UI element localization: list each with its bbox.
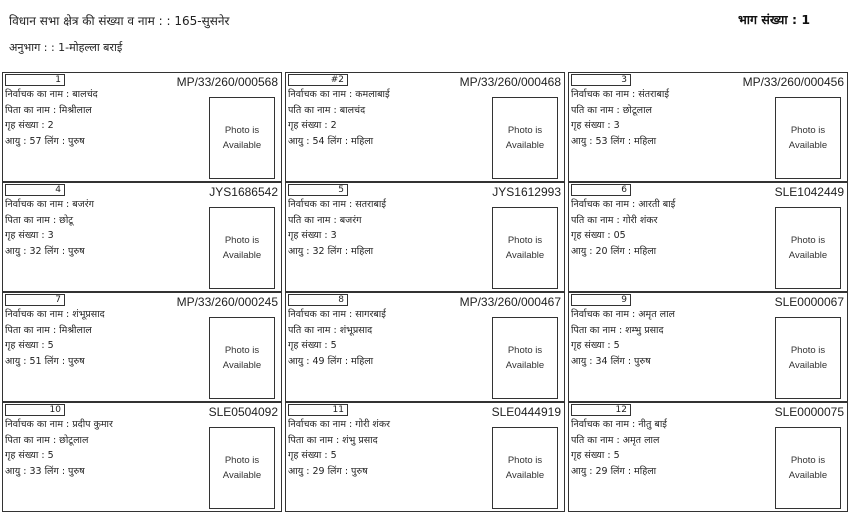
photo-text-line1: Photo is (224, 455, 260, 466)
voter-details (571, 87, 669, 149)
house-number: गृह संख्या : 5 (288, 340, 337, 351)
age-gender: आयु : 32 लिंग : पुरुष (5, 245, 85, 257)
elector-name: निर्वाचक का नाम : प्रदीप कुमार (5, 419, 113, 430)
age-gender: आयु : 53 लिंग : महिला (571, 135, 657, 147)
photo-text-line2: Available (505, 470, 545, 481)
photo-text-line1: Photo is (790, 235, 826, 246)
age-gender: आयु : 33 लिंग : पुरुष (5, 465, 85, 477)
serial-number: 11 (288, 404, 348, 416)
serial-number: 3 (571, 74, 631, 86)
section-title: अनुभाग : : 1-मोहल्ला बराई (9, 41, 123, 54)
photo-box (492, 207, 558, 289)
serial-number: 1 (5, 74, 65, 86)
elector-name: निर्वाचक का नाम : सतराबाई (288, 199, 386, 210)
voter-row (2, 292, 849, 402)
relation-name: पति का नाम : बालचंद (288, 104, 366, 116)
house-number: गृह संख्या : 5 (5, 450, 54, 461)
voter-grid (2, 72, 849, 512)
relation-name: पति का नाम : अमृत लाल (571, 434, 660, 446)
elector-name: निर्वाचक का नाम : बालचंद (5, 89, 98, 100)
serial-number: 4 (5, 184, 65, 196)
relation-name: पति का नाम : शंभूप्रसाद (288, 324, 373, 336)
part-number: भाग संख्या : 1 (738, 12, 811, 27)
photo-text-line2: Available (505, 140, 545, 151)
age-gender: आयु : 32 लिंग : महिला (288, 245, 374, 257)
voter-row (2, 72, 849, 182)
photo-text-line2: Available (222, 360, 262, 371)
age-gender: आयु : 49 लिंग : महिला (288, 355, 374, 367)
voter-card (2, 72, 282, 182)
photo-box (775, 317, 841, 399)
photo-text-line1: Photo is (790, 125, 826, 136)
house-number: गृह संख्या : 3 (5, 230, 54, 241)
serial-number: 6 (571, 184, 631, 196)
age-gender: आयु : 34 लिंग : पुरुष (571, 355, 651, 367)
voter-details (288, 307, 386, 369)
elector-name: निर्वाचक का नाम : बजरंग (5, 199, 94, 210)
elector-name: निर्वाचक का नाम : संतराबाई (571, 89, 669, 100)
house-number: गृह संख्या : 05 (571, 230, 626, 241)
voter-details (5, 87, 98, 149)
photo-text-line1: Photo is (507, 235, 543, 246)
voter-details (5, 417, 113, 479)
house-number: गृह संख्या : 2 (288, 120, 337, 131)
photo-text-line1: Photo is (224, 235, 260, 246)
house-number: गृह संख्या : 2 (5, 120, 54, 131)
age-gender: आयु : 54 लिंग : महिला (288, 135, 374, 147)
voter-card (2, 402, 282, 512)
serial-number: 5 (288, 184, 348, 196)
elector-name: निर्वाचक का नाम : अमृत लाल (571, 309, 675, 320)
voter-details (571, 307, 675, 369)
epic-number: JYS1686542 (209, 185, 278, 199)
constituency-title: विधान सभा क्षेत्र की संख्या व नाम : : 165-सुसनेर (9, 14, 230, 28)
house-number: गृह संख्या : 3 (571, 120, 620, 131)
relation-name: पिता का नाम : शंभु प्रसाद (288, 434, 378, 446)
voter-card (568, 402, 848, 512)
photo-text-line1: Photo is (224, 125, 260, 136)
epic-number: SLE0444919 (491, 405, 561, 419)
relation-name: पति का नाम : छोटूलाल (571, 104, 652, 116)
age-gender: आयु : 29 लिंग : पुरुष (288, 465, 368, 477)
house-number: गृह संख्या : 3 (288, 230, 337, 241)
photo-text-line1: Photo is (507, 455, 543, 466)
photo-text-line2: Available (788, 360, 828, 371)
epic-number: SLE0504092 (208, 405, 278, 419)
voter-card (568, 292, 848, 402)
voter-details (5, 197, 94, 259)
serial-number: 9 (571, 294, 631, 306)
relation-name: पति का नाम : गोरी शंकर (571, 214, 658, 226)
photo-box (209, 427, 275, 509)
photo-text-line1: Photo is (224, 345, 260, 356)
voter-card (285, 292, 565, 402)
age-gender: आयु : 51 लिंग : पुरुष (5, 355, 85, 367)
relation-name: पिता का नाम : छोटूलाल (5, 434, 89, 446)
relation-name: पति का नाम : बजरंग (288, 214, 362, 226)
elector-name: निर्वाचक का नाम : सागरबाई (288, 309, 386, 320)
voter-details (288, 87, 390, 149)
elector-name: निर्वाचक का नाम : कमलाबाई (288, 89, 390, 100)
relation-name: पिता का नाम : शम्भु प्रसाद (571, 324, 664, 336)
photo-box (209, 97, 275, 179)
voter-details (5, 307, 105, 369)
photo-text-line2: Available (788, 470, 828, 481)
voter-card (568, 72, 848, 182)
photo-text-line2: Available (788, 250, 828, 261)
voter-card (2, 182, 282, 292)
epic-number: MP/33/260/000245 (176, 295, 278, 309)
voter-row (2, 182, 849, 292)
age-gender: आयु : 57 लिंग : पुरुष (5, 135, 85, 147)
photo-text-line1: Photo is (790, 345, 826, 356)
photo-box (775, 207, 841, 289)
photo-text-line1: Photo is (507, 345, 543, 356)
serial-number: #2 (288, 74, 348, 86)
photo-box (775, 427, 841, 509)
house-number: गृह संख्या : 5 (571, 340, 620, 351)
photo-text-line2: Available (788, 140, 828, 151)
photo-box (492, 97, 558, 179)
relation-name: पिता का नाम : मिश्रीलाल (5, 324, 92, 336)
relation-name: पिता का नाम : छोटू (5, 214, 74, 226)
photo-text-line2: Available (222, 140, 262, 151)
photo-box (492, 427, 558, 509)
voter-card (568, 182, 848, 292)
epic-number: MP/33/260/000456 (742, 75, 844, 89)
voter-card (285, 182, 565, 292)
voter-details (288, 197, 386, 259)
epic-number: MP/33/260/000568 (176, 75, 278, 89)
elector-name: निर्वाचक का नाम : गोरी शंकर (288, 419, 391, 430)
serial-number: 8 (288, 294, 348, 306)
epic-number: SLE0000075 (774, 405, 844, 419)
voter-details (571, 197, 675, 259)
voter-card (2, 292, 282, 402)
photo-text-line2: Available (222, 470, 262, 481)
epic-number: SLE0000067 (774, 295, 844, 309)
elector-name: निर्वाचक का नाम : शंभूप्रसाद (5, 309, 105, 320)
voter-row (2, 402, 849, 512)
relation-name: पिता का नाम : मिश्रीलाल (5, 104, 92, 116)
house-number: गृह संख्या : 5 (571, 450, 620, 461)
house-number: गृह संख्या : 5 (5, 340, 54, 351)
epic-number: JYS1612993 (492, 185, 561, 199)
photo-text-line2: Available (505, 360, 545, 371)
epic-number: MP/33/260/000467 (459, 295, 561, 309)
age-gender: आयु : 20 लिंग : महिला (571, 245, 657, 257)
epic-number: MP/33/260/000468 (459, 75, 561, 89)
elector-name: निर्वाचक का नाम : नीतु बाई (571, 419, 667, 430)
age-gender: आयु : 29 लिंग : महिला (571, 465, 657, 477)
voter-details (571, 417, 667, 479)
serial-number: 12 (571, 404, 631, 416)
photo-box (775, 97, 841, 179)
voter-details (288, 417, 390, 479)
photo-box (209, 317, 275, 399)
photo-text-line1: Photo is (507, 125, 543, 136)
serial-number: 10 (5, 404, 65, 416)
serial-number: 7 (5, 294, 65, 306)
photo-text-line1: Photo is (790, 455, 826, 466)
photo-text-line2: Available (222, 250, 262, 261)
photo-text-line2: Available (505, 250, 545, 261)
voter-card (285, 402, 565, 512)
photo-box (492, 317, 558, 399)
photo-box (209, 207, 275, 289)
epic-number: SLE1042449 (774, 185, 844, 199)
voter-card (285, 72, 565, 182)
house-number: गृह संख्या : 5 (288, 450, 337, 461)
elector-name: निर्वाचक का नाम : आरती बाई (571, 199, 676, 210)
